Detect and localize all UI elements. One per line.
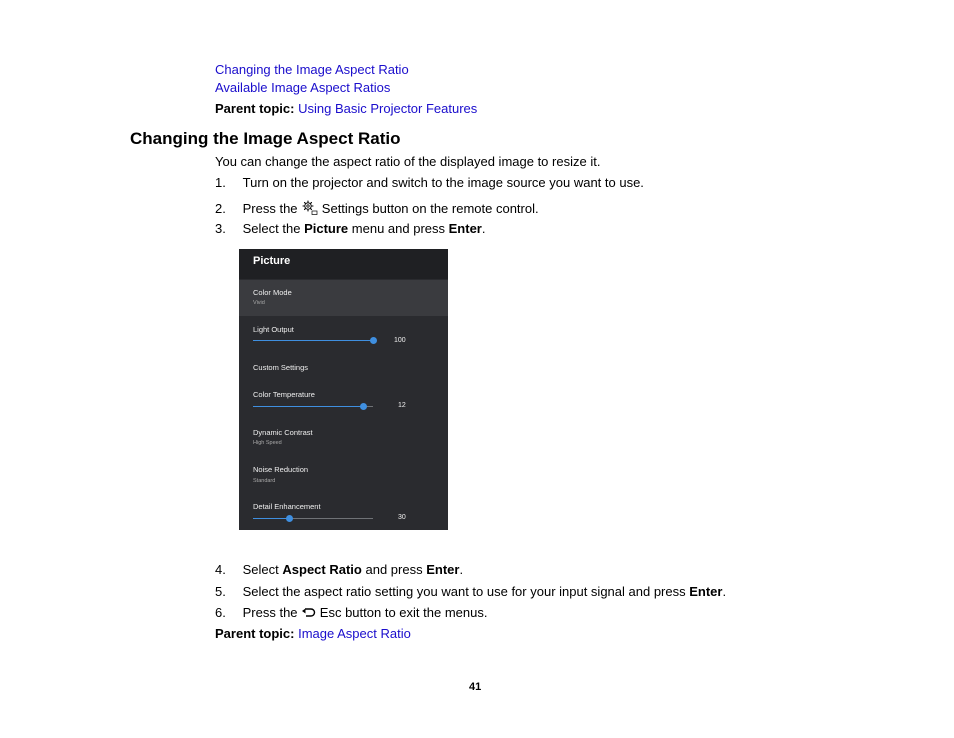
slider-fill	[253, 518, 289, 519]
step-keyword-enter: Enter	[448, 221, 482, 236]
parent-topic-label: Parent topic:	[215, 101, 295, 116]
step-keyword-enter: Enter	[426, 562, 460, 577]
step-2	[215, 200, 539, 219]
menu-item-noise-reduction-value: Standard	[253, 478, 276, 484]
esc-return-arrow-icon	[301, 607, 316, 623]
intro-text: You can change the aspect ratio of the displayed image to resize it.	[215, 154, 601, 169]
step-text: Select the aspect ratio setting you want to use for your input signal and press	[242, 584, 686, 599]
menu-title: Picture	[253, 255, 291, 267]
color-temperature-slider[interactable]	[253, 406, 373, 407]
step-text-after: Esc button to exit the menus.	[319, 605, 488, 620]
step-number: 4.	[215, 562, 226, 577]
step-keyword-enter: Enter	[689, 584, 723, 599]
light-output-value: 100	[394, 337, 406, 344]
slider-knob[interactable]	[286, 515, 293, 522]
menu-item-detail-enhancement[interactable]: Detail Enhancement	[253, 502, 321, 511]
parent-topic-line	[215, 101, 477, 116]
menu-item-noise-reduction[interactable]: Noise Reduction	[253, 465, 309, 474]
menu-item-color-mode[interactable]: Color Mode	[253, 288, 292, 297]
step-3	[215, 221, 486, 236]
bottom-parent-topic-line	[215, 626, 411, 641]
section-heading: Changing the Image Aspect Ratio	[130, 129, 401, 148]
parent-topic-link[interactable]: Image Aspect Ratio	[298, 626, 411, 641]
step-number: 5.	[215, 584, 226, 599]
step-text: Select	[242, 562, 279, 577]
slider-knob[interactable]	[360, 403, 367, 410]
slider-fill	[253, 340, 373, 341]
picture-menu-screenshot	[239, 249, 448, 530]
slider-fill	[253, 406, 363, 407]
step-number: 1.	[215, 175, 226, 190]
step-text: Turn on the projector and switch to the image source you want to use.	[242, 175, 644, 190]
detail-enhancement-value: 30	[398, 514, 406, 521]
step-text-before: Press the	[242, 201, 298, 216]
parent-topic-label: Parent topic:	[215, 626, 295, 641]
step-text: menu and press	[351, 221, 446, 236]
slider-knob[interactable]	[370, 337, 377, 344]
step-number: 6.	[215, 605, 226, 620]
menu-item-light-output[interactable]: Light Output	[253, 325, 294, 334]
parent-topic-link[interactable]: Using Basic Projector Features	[298, 101, 478, 116]
step-text-before: Press the	[242, 605, 298, 620]
page-number: 41	[469, 681, 482, 693]
step-text: Select the	[242, 221, 301, 236]
menu-item-color-temperature[interactable]: Color Temperature	[253, 390, 315, 399]
step-5	[215, 584, 726, 599]
step-keyword-picture: Picture	[304, 221, 349, 236]
step-period: .	[722, 584, 727, 599]
step-text: and press	[365, 562, 423, 577]
menu-item-dynamic-contrast[interactable]: Dynamic Contrast	[253, 428, 313, 437]
step-period: .	[459, 562, 464, 577]
menu-item-color-mode-value: Vivid	[253, 300, 265, 306]
menu-item-dynamic-contrast-value: High Speed	[253, 440, 282, 446]
detail-enhancement-slider[interactable]	[253, 518, 373, 519]
link-available-aspect-ratios[interactable]: Available Image Aspect Ratios	[215, 80, 391, 95]
step-period: .	[481, 221, 486, 236]
color-temperature-value: 12	[398, 402, 406, 409]
step-text-after: Settings button on the remote control.	[321, 201, 539, 216]
menu-item-custom-settings[interactable]: Custom Settings	[253, 363, 309, 372]
step-number: 3.	[215, 221, 226, 236]
step-4	[215, 562, 463, 577]
link-changing-aspect-ratio[interactable]: Changing the Image Aspect Ratio	[215, 62, 409, 77]
step-number: 2.	[215, 201, 226, 216]
step-1	[215, 175, 644, 190]
light-output-slider[interactable]	[253, 340, 373, 341]
step-6	[215, 605, 487, 623]
menu-item-selected-highlight	[239, 280, 448, 316]
settings-gear-icon	[301, 200, 318, 219]
step-keyword-aspect-ratio: Aspect Ratio	[282, 562, 362, 577]
